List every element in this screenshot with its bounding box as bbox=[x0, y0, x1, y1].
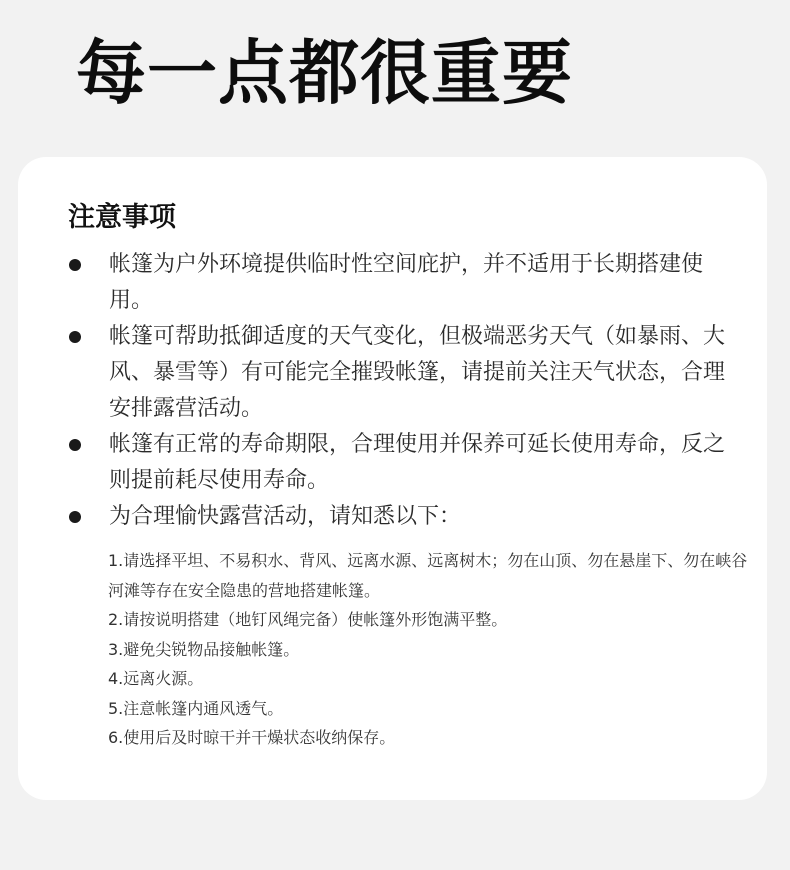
camping-steps-list bbox=[108, 546, 748, 753]
step-item: 1.请选择平坦、不易积水、背风、远离水源、远离树木；勿在山顶、勿在悬崖下、勿在峡谷河滩等存在安全隐患的营地搭建帐篷。 bbox=[108, 551, 748, 600]
step-item: 4.远离火源。 bbox=[108, 669, 204, 688]
bullet-text: 为合理愉快露营活动，请知悉以下： bbox=[109, 504, 462, 529]
step-item: 5.注意帐篷内通风透气。 bbox=[108, 698, 284, 718]
bullet-dot-icon bbox=[69, 331, 81, 343]
bullet-item bbox=[68, 427, 740, 499]
notice-card bbox=[18, 157, 767, 800]
bullet-item bbox=[68, 247, 740, 319]
bullet-dot-icon bbox=[69, 511, 81, 523]
bullet-item bbox=[68, 499, 740, 535]
bullet-dot-icon bbox=[69, 439, 81, 451]
bullet-text: 帐篷有正常的寿命期限，合理使用并保养可延长使用寿命，反之则提前耗尽使用寿命。 bbox=[109, 432, 726, 493]
step-item: 2.请按说明搭建（地钉风绳完备）使帐篷外形饱满平整。 bbox=[108, 610, 508, 629]
notice-bullet-list bbox=[68, 247, 740, 535]
notice-heading: 注意事项 bbox=[68, 202, 176, 233]
step-item: 3.避免尖锐物品接触帐篷。 bbox=[108, 639, 300, 659]
page-title: 每一点都很重要 bbox=[76, 32, 573, 114]
step-item: 6.使用后及时晾干并干燥状态收纳保存。 bbox=[108, 728, 396, 747]
bullet-item bbox=[68, 319, 740, 427]
bullet-dot-icon bbox=[69, 259, 81, 271]
bullet-text: 帐篷可帮助抵御适度的天气变化，但极端恶劣天气（如暴雨、大风、暴雪等）有可能完全摧毁帐篷，请提前关注天气状态，合理安排露营活动。 bbox=[109, 324, 726, 421]
bullet-text: 帐篷为户外环境提供临时性空间庇护，并不适用于长期搭建使用。 bbox=[109, 252, 704, 313]
